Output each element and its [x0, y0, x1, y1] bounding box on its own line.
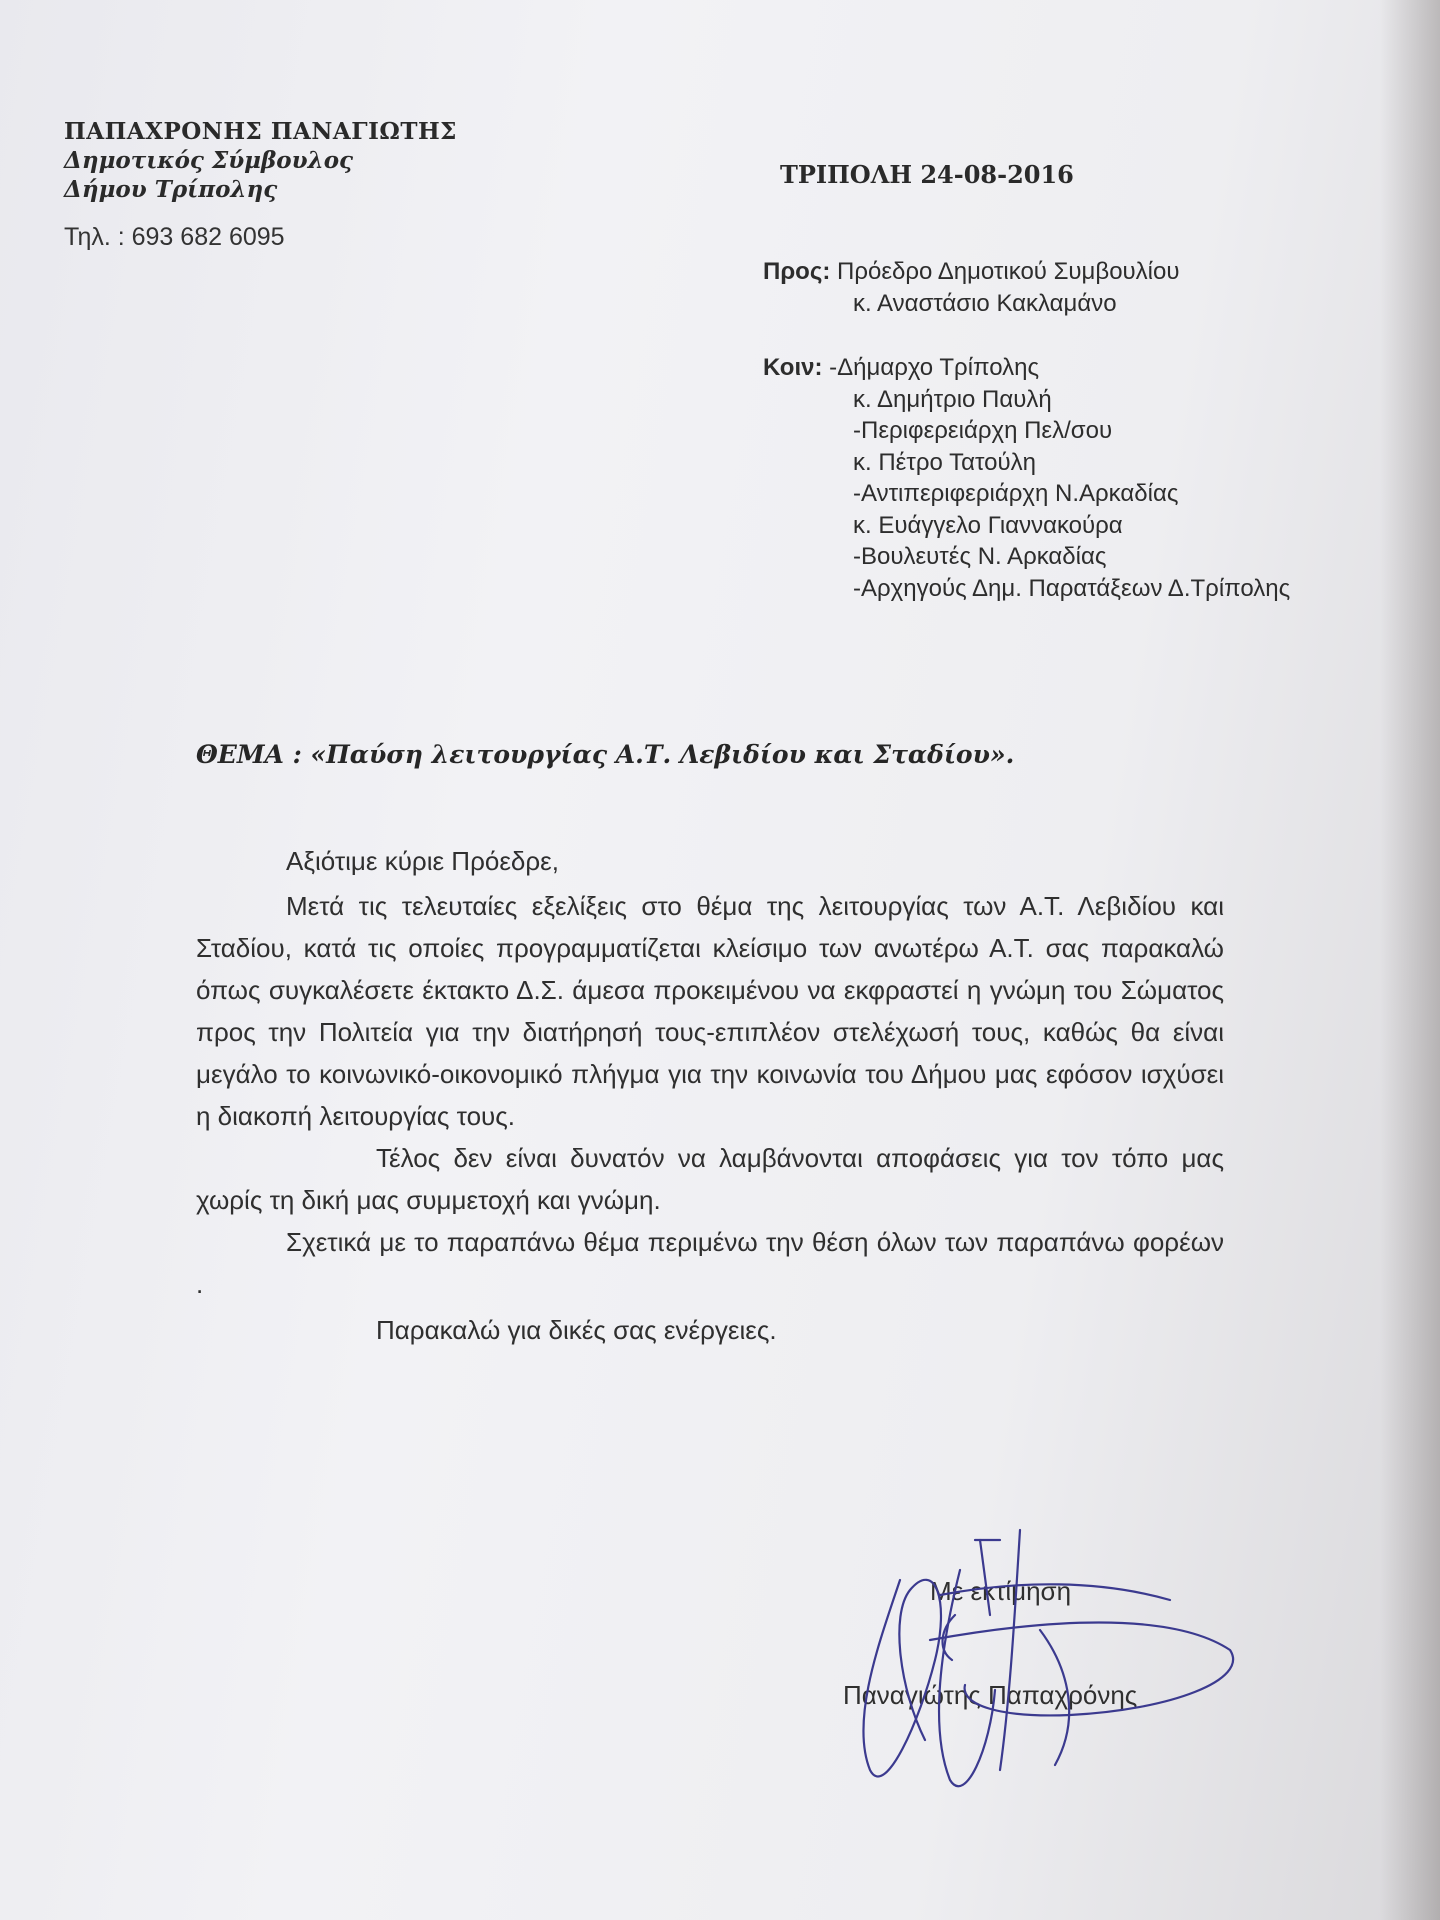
- greeting: Αξιότιμε κύριε Πρόεδρε,: [286, 846, 559, 876]
- sender-block: [64, 118, 457, 252]
- letter-body: [196, 840, 1224, 1351]
- signature-stroke: [939, 1570, 995, 1786]
- sender-title: Δημοτικός Σύμβουλος: [64, 147, 354, 174]
- page-edge-shadow: [1380, 0, 1440, 1920]
- paragraph-1: Μετά τις τελευταίες εξελίξεις στο θέμα της λειτουργίας των Α.Τ. Λεβιδίου και Σταδίου, κατά τις οποίες προγραμματίζεται κλείσιμο των ανωτέρω Α.Τ. σας παρακαλώ όπως συγκαλέσετε έκτακτο Δ.Σ. άμεσα προκειμένου να εκφραστεί η γνώμη του Σώματος προς την Πολιτεία για την διατήρησή τους-επιπλέον στελέχωσή τους, καθώς θα είναι μεγάλο το κοινωνικό-οικονομικό πλήγμα για την κοινωνία του Δήμου μας εφόσον ισχύσει η διακοπή λειτουργίας τους.: [196, 891, 1224, 1131]
- to-line-0: Πρόεδρο Δημοτικού Συμβουλίου: [836, 258, 1180, 285]
- cc-line-3: κ. Πέτρο Τατούλη: [853, 448, 1036, 476]
- signature-stroke: [863, 1580, 941, 1777]
- cc-line-6: -Βουλευτές Ν. Αρκαδίας: [853, 543, 1107, 570]
- signature-stroke: [980, 1540, 990, 1615]
- to-label: Προς:: [763, 258, 831, 285]
- sender-municipality: Δήμου Τρίπολης: [64, 176, 278, 203]
- cc-line-5: κ. Ευάγγελο Γιαννακούρα: [853, 511, 1123, 539]
- recipients-block: [763, 258, 1290, 606]
- cc-line-4: -Αντιπεριφεριάρχη Ν.Αρκαδίας: [853, 480, 1179, 507]
- subject-line: ΘΕΜΑ : «Παύση λειτουργίας Α.Τ. Λεβιδίου και Σταδίου».: [196, 740, 1015, 769]
- cc-line-0: -Δήμαρχο Τρίπολης: [829, 354, 1040, 381]
- cc-label: Κοιν:: [763, 354, 823, 381]
- regards-text: Με εκτίμηση: [930, 1576, 1072, 1606]
- signer-name: Παναγιώτης Παπαχρόνης: [843, 1680, 1138, 1710]
- closing-line: Παρακαλώ για δικές σας ενέργειες.: [376, 1315, 777, 1345]
- sender-phone: Τηλ. : 693 682 6095: [64, 223, 285, 251]
- paragraph-2: Τέλος δεν είναι δυνατόν να λαμβάνονται αποφάσεις για τον τόπο μας χωρίς τη δική μας συμμετοχή και γνώμη.: [196, 1143, 1224, 1215]
- to-line-1: κ. Αναστάσιο Κακλαμάνο: [853, 289, 1117, 317]
- cc-line-1: κ. Δημήτριο Παυλή: [853, 385, 1052, 413]
- signature-stroke: [1000, 1530, 1020, 1770]
- sender-name: ΠΑΠΑΧΡΟΝΗΣ ΠΑΝΑΓΙΩΤΗΣ: [64, 118, 457, 145]
- signature-stroke: [930, 1623, 1233, 1716]
- cc-line-2: -Περιφερειάρχη Πελ/σου: [853, 417, 1113, 444]
- date-place: ΤΡΙΠΟΛΗ 24-08-2016: [780, 160, 1074, 189]
- handwritten-signature: [840, 1520, 1260, 1810]
- cc-line-7: -Αρχηγούς Δημ. Παρατάξεων Δ.Τρίπολης: [853, 574, 1291, 602]
- paragraph-3: Σχετικά με το παραπάνω θέμα περιμένω την θέση όλων των παραπάνω φορέων .: [196, 1227, 1224, 1299]
- signature-stroke: [1040, 1630, 1069, 1765]
- signature-stroke: [940, 1584, 1170, 1600]
